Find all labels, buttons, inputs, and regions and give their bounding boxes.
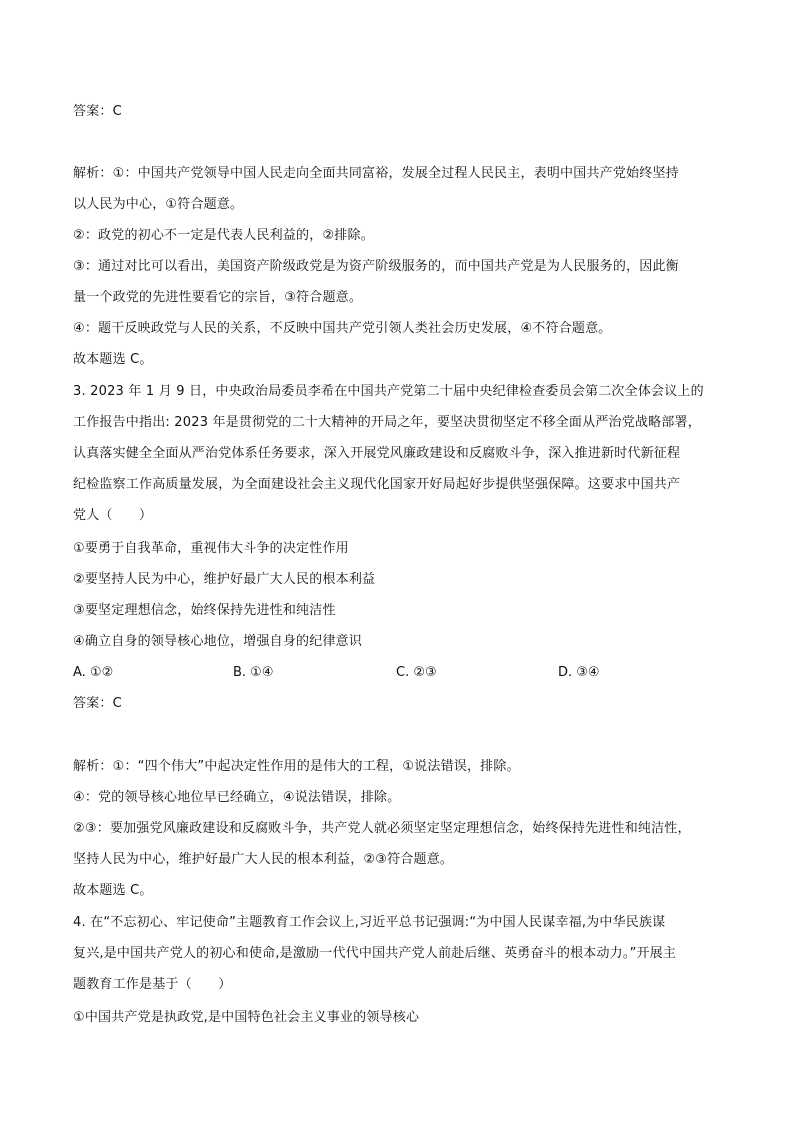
q3-stem-line: 认真落实健全全面从严治党体系任务要求，深入开展党风廉政建设和反腐败斗争，深入推进新时代新征程 (73, 446, 681, 461)
q4-stem-line: 复兴,是中国共产党人的初心和使命,是激励一代代中国共产党人前赴后继、英勇奋斗的根本动力。”开展主 (73, 946, 677, 961)
q2-conclusion: 故本题选 C。 (73, 352, 153, 367)
q3-statement-4: ④确立自身的领导核心地位，增强自身的纪律意识 (73, 634, 363, 649)
q2-answer: 答案：C (73, 104, 122, 119)
q3-analysis-line: 解析：①：“四个伟大”中起决定性作用的是伟大的工程，①说法错误，排除。 (73, 759, 520, 774)
q3-conclusion: 故本题选 C。 (73, 883, 153, 898)
q2-analysis-line: 解析：①：中国共产党领导中国人民走向全面共同富裕，发展全过程人民民主，表明中国共产党始终坚持 (73, 166, 679, 181)
q4-stem-line: 4. 在“不忘初心、牢记使命”主题教育工作会议上,习近平总书记强调:“为中国人民谋幸福,为中华民族谋 (73, 915, 666, 930)
q3-stem-line: 3. 2023 年 1 月 9 日，中央政治局委员李希在中国共产党第二十届中央纪律检查委员会第二次全体会议上的 (73, 384, 704, 399)
q3-stem-line: 党人（ ） (73, 508, 153, 523)
q3-analysis-line: 坚持人民为中心，维护好最广大人民的根本利益，②③符合题意。 (73, 852, 454, 867)
q2-analysis-line: ②：政党的初心不一定是代表人民利益的，②排除。 (73, 228, 374, 243)
q2-analysis-line: ③：通过对比可以看出，美国资产阶级政党是为资产阶级服务的，而中国共产党是为人民服务的，因此衡 (73, 259, 679, 274)
q3-option-d: D. ③④ (558, 665, 600, 680)
q3-analysis-line: ②③：要加强党风廉政建设和反腐败斗争，共产党人就必须坚定坚定理想信念，始终保持先进性和纯洁性， (73, 821, 691, 836)
q4-statement-1: ①中国共产党是执政党,是中国特色社会主义事业的领导核心 (73, 1010, 420, 1025)
q3-stem-line: 纪检监察工作高质量发展，为全面建设社会主义现代化国家开好局起好步提供坚强保障。这要求中国共产 (73, 477, 681, 492)
q2-analysis-line: 量一个政党的先进性要看它的宗旨，③符合题意。 (73, 290, 363, 305)
q3-option-b: B. ①④ (233, 665, 274, 680)
q3-analysis-line: ④：党的领导核心地位早已经确立，④说法错误，排除。 (73, 790, 401, 805)
q3-statement-3: ③要坚定理想信念，始终保持先进性和纯洁性 (73, 603, 336, 618)
q3-statement-2: ②要坚持人民为中心，维护好最广大人民的根本利益 (73, 572, 376, 587)
q4-stem-line: 题教育工作是基于（ ） (73, 977, 232, 992)
q2-analysis-line: 以人民为中心，①符合题意。 (73, 197, 244, 212)
q3-option-c: C. ②③ (396, 665, 437, 680)
q3-statement-1: ①要勇于自我革命，重视伟大斗争的决定性作用 (73, 541, 349, 556)
q3-options (73, 663, 723, 683)
q3-answer: 答案：C (73, 696, 122, 711)
q3-option-a: A. ①② (73, 665, 114, 680)
q3-stem-line: 工作报告中指出: 2023 年是贯彻党的二十大精神的开局之年，要坚决贯彻坚定不移全面从严治党战略部署， (73, 415, 701, 430)
q2-analysis-line: ④：题干反映政党与人民的关系，不反映中国共产党引领人类社会历史发展，④不符合题意。 (73, 321, 612, 336)
